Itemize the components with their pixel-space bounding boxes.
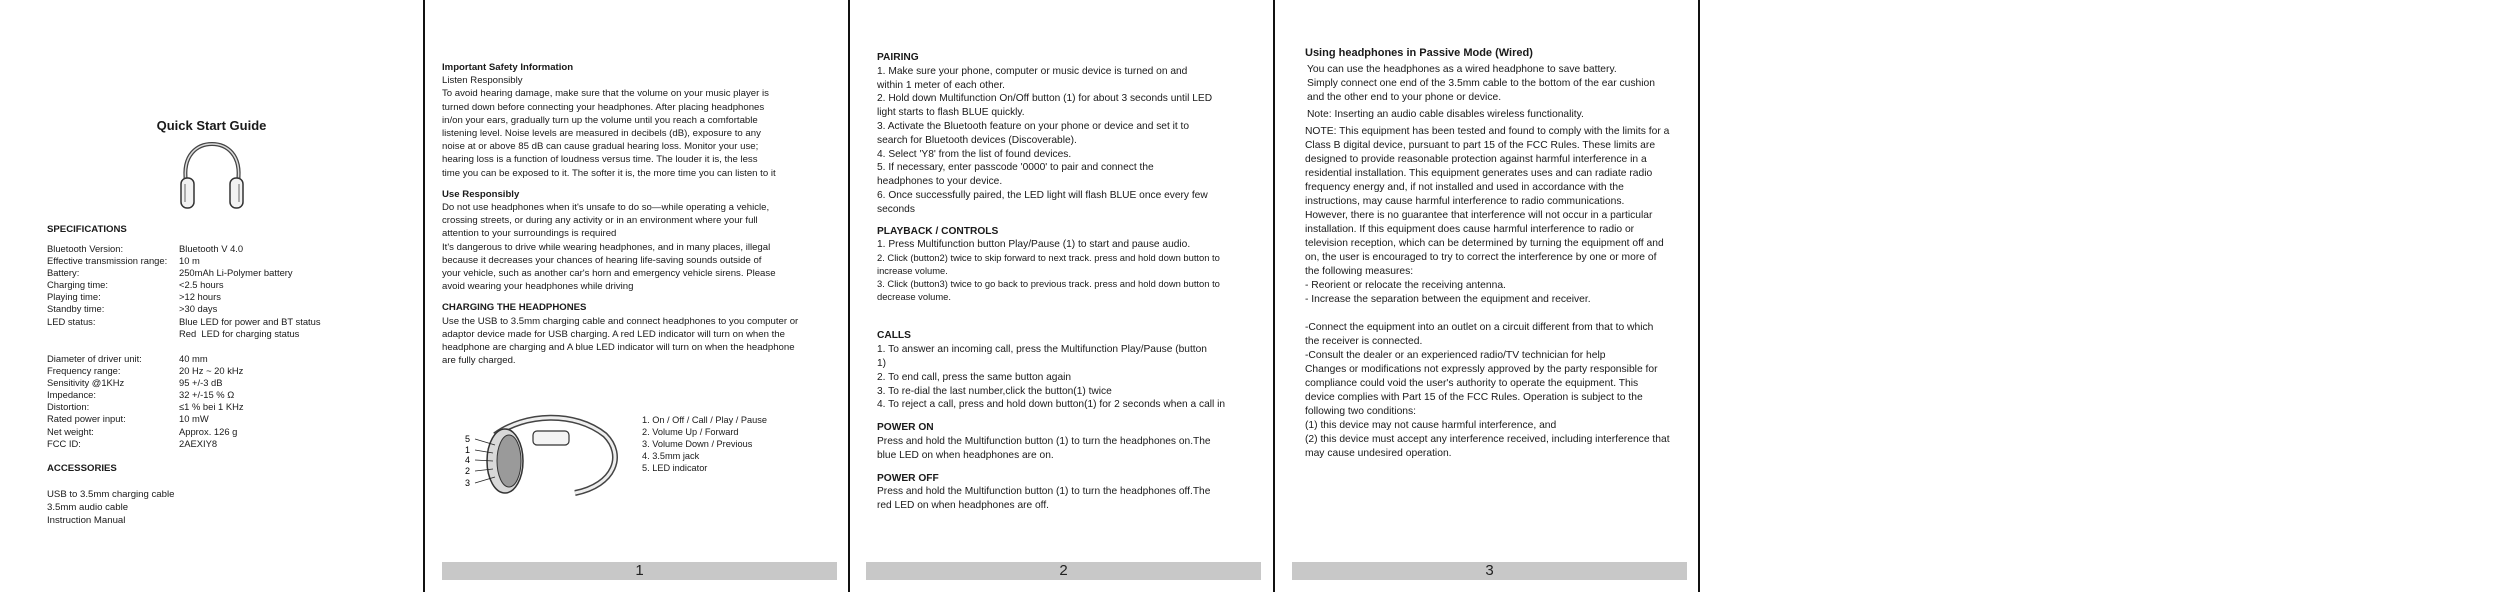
text-line: 4. Select 'Y8' from the list of found devices. (877, 148, 1072, 160)
cover-panel (0, 0, 423, 592)
spec-label: Impedance: (47, 389, 96, 401)
text-line: 2. To end call, press the same button again (877, 371, 1072, 383)
headphone-controls-diagram (455, 405, 635, 505)
controls-legend (642, 414, 767, 474)
spec-row (47, 255, 321, 267)
text-line: blue LED on when headphones are on. (877, 449, 1054, 461)
diagram-number: 4 (465, 455, 471, 465)
spec-row (47, 438, 244, 450)
text-line: It's dangerous to drive while wearing headphones, and in many places, illegal (442, 241, 771, 253)
spec-row (47, 291, 321, 303)
spec-value: 2AEXIY8 (179, 437, 218, 449)
text-line: seconds (877, 203, 915, 215)
text-line: following two conditions: (1305, 406, 1417, 417)
spec-value: 40 mm (179, 353, 208, 364)
text-line: designed to provide reasonable protection against harmful interference in a (1305, 154, 1647, 165)
text-line: 3. Activate the Bluetooth feature on your phone or device and set it to (877, 120, 1190, 132)
listen-heading: Listen Responsibly (442, 75, 523, 87)
spec-row (47, 243, 321, 255)
spec-value: 10 mW (179, 413, 209, 425)
specs-heading: SPECIFICATIONS (47, 224, 127, 235)
text-line: adaptor device made for USB charging. A red LED indicator will turn on when the (442, 328, 785, 340)
spec-row (47, 401, 244, 413)
text-line: time you can be exposed to it. The softer it is, the more time you can listen to it (442, 167, 776, 179)
legend-item: 2. Volume Up / Forward (642, 427, 739, 437)
playback-text (877, 238, 1267, 303)
text-line: red LED on when headphones are off. (877, 500, 1049, 512)
text-line: your vehicle, such as another car's horn and emergency vehicle sirens. Please (442, 268, 776, 280)
text-line: Class B digital device, pursuant to part 15 of the FCC Rules. These limits are (1305, 140, 1656, 151)
text-line: compliance could void the user's authority to operate the equipment. This (1305, 378, 1639, 389)
spec-label: Rated power input: (47, 413, 126, 425)
page-number-bar: 1 (442, 562, 837, 580)
spec-value: 20 Hz ~ 20 kHz (179, 365, 244, 377)
diagram-number: 2 (465, 466, 471, 476)
spec-row (47, 303, 321, 315)
text-line: Do not use headphones when it's unsafe to do so—while operating a vehicle, (442, 202, 770, 214)
legend-item: 1. On / Off / Call / Play / Pause (642, 415, 767, 425)
text-line: Use the USB to 3.5mm charging cable and connect headphones to you computer or (442, 315, 799, 327)
text-line: 6. Once successfully paired, the LED light will flash BLUE once every few (877, 189, 1208, 201)
spec-value: >12 hours (179, 291, 221, 303)
page-3-panel (1275, 0, 1698, 592)
text-line: search for Bluetooth devices (Discoverable). (877, 134, 1077, 146)
spec-row (47, 426, 244, 438)
text-line: instructions, may cause harmful interference to radio communications. (1305, 196, 1625, 207)
text-line: 1. To answer an incoming call, press the Multifunction Play/Pause (button (877, 344, 1207, 356)
use-heading: Use Responsibly (442, 188, 520, 200)
text-line: television reception, which can be determined by turning the equipment off and (1305, 238, 1664, 249)
passive-mode-heading: Using headphones in Passive Mode (Wired) (1305, 47, 1533, 59)
spec-row (47, 316, 321, 340)
diagram-number: 3 (465, 478, 471, 488)
text-line: on, the user is encouraged to try to correct the interference by one or more of (1305, 252, 1657, 263)
listen-text (442, 87, 837, 179)
text-line: (2) this device must accept any interference received, including interference that (1305, 434, 1670, 445)
accessory-item: Instruction Manual (47, 515, 126, 527)
spec-label: Net weight: (47, 425, 94, 437)
power-on-heading: POWER ON (877, 422, 934, 434)
power-on-text (877, 435, 1267, 463)
spec-value: 10 m (179, 255, 200, 267)
fcc-statement (1305, 125, 1695, 307)
spec-label: Charging time: (47, 279, 108, 291)
text-line: crossing streets, or during any activity or in an environment where your full (442, 215, 758, 227)
spec-label: Distortion: (47, 401, 90, 413)
spec-row (47, 365, 244, 377)
text-line: residential installation. This equipment generates uses and can radiate radio (1305, 168, 1653, 179)
spec-row (47, 377, 244, 389)
page-number-bar: 2 (866, 562, 1261, 580)
spec-label: Frequency range: (47, 365, 121, 377)
text-line: avoid wearing your headphones while driving (442, 281, 634, 293)
spec-label: Diameter of driver unit: (47, 353, 142, 364)
text-line: are fully charged. (442, 355, 516, 367)
diagram-number: 1 (465, 445, 471, 455)
text-line: within 1 meter of each other. (877, 79, 1005, 91)
spec-label: Playing time: (47, 291, 101, 303)
text-line: You can use the headphones as a wired headphone to save battery. (1307, 64, 1617, 75)
text-line: 5. If necessary, enter passcode '0000' to pair and connect the (877, 162, 1154, 174)
text-line: increase volume. (877, 265, 948, 277)
text-line: the following measures: (1305, 266, 1414, 277)
spec-label: FCC ID: (47, 437, 81, 449)
spec-value: ≤1 % bei 1 KHz (179, 401, 244, 413)
spec-value: >30 days (179, 303, 218, 315)
charging-heading: CHARGING THE HEADPHONES (442, 302, 587, 314)
accessory-item: 3.5mm audio cable (47, 502, 129, 514)
spec-label: Battery: (47, 267, 80, 279)
text-line: 3. To re-dial the last number,click the button(1) twice (877, 385, 1112, 397)
spec-label: Sensitivity @1KHz (47, 377, 125, 389)
text-line: - Increase the separation between the equipment and receiver. (1305, 294, 1591, 305)
text-line: device complies with Part 15 of the FCC Rules. Operation is subject to the (1305, 392, 1643, 403)
text-line: To avoid hearing damage, make sure that the volume on your music player is (442, 88, 769, 100)
spec-value: 95 +/-3 dB (179, 377, 223, 389)
page-1-panel (425, 0, 848, 592)
spec-row (47, 413, 244, 425)
spec-row (47, 353, 244, 365)
spec-row (47, 389, 244, 401)
diagram-number: 5 (465, 434, 471, 444)
page-number-bar: 3 (1292, 562, 1687, 580)
spec-label: LED status: (47, 315, 96, 327)
text-line: attention to your surroundings is required (442, 228, 617, 240)
blank-panel (1700, 0, 2499, 592)
spec-value: Blue LED for power and BT status Red LED for charging status (179, 315, 321, 339)
text-line: Press and hold the Multifunction button (1) to turn the headphones off.The (877, 486, 1211, 498)
text-line: 2. Click (button2) twice to skip forward to next track. press and hold down button to (877, 252, 1220, 264)
text-line: 3. Click (button3) twice to go back to previous track. press and hold down button to (877, 278, 1220, 290)
text-line: frequency energy and, if not installed and used in accordance with the (1305, 182, 1624, 193)
text-line: because it decreases your chances of hearing life-saving sounds outside of (442, 254, 762, 266)
accessories-list (47, 488, 174, 528)
text-line: 1. Press Multifunction button Play/Pause (1) to start and pause audio. (877, 239, 1191, 251)
text-line: - Reorient or relocate the receiving antenna. (1305, 280, 1506, 291)
specs-list (47, 243, 321, 340)
legend-item: 3. Volume Down / Previous (642, 439, 753, 449)
text-line: headphones to your device. (877, 176, 1003, 188)
text-line: 2. Hold down Multifunction On/Off button (1) for about 3 seconds until LED (877, 93, 1213, 105)
spec-value: 250mAh Li-Polymer battery (179, 267, 293, 279)
text-line: Simply connect one end of the 3.5mm cable to the bottom of the ear cushion (1307, 78, 1656, 89)
text-line: -Connect the equipment into an outlet on a circuit different from that to which (1305, 322, 1654, 333)
spec-row (47, 279, 321, 291)
headphones-illustration (178, 140, 246, 216)
legend-item: 5. LED indicator (642, 463, 708, 473)
cover-title: Quick Start Guide (156, 118, 267, 133)
text-line: may cause undesired operation. (1305, 448, 1452, 459)
power-off-heading: POWER OFF (877, 472, 939, 484)
spec-value: <2.5 hours (179, 279, 224, 291)
spec-label: Bluetooth Version: (47, 243, 124, 254)
power-off-text (877, 485, 1267, 513)
text-line: light starts to flash BLUE quickly. (877, 107, 1025, 119)
playback-heading: PLAYBACK / CONTROLS (877, 225, 999, 237)
charging-text (442, 315, 837, 368)
text-line: However, there is no guarantee that interference will not occur in a particular (1305, 210, 1653, 221)
calls-text (877, 343, 1267, 412)
spec-value: Approx. 126 g (179, 425, 238, 437)
legend-item: 4. 3.5mm jack (642, 451, 700, 461)
text-line: 1) (877, 357, 887, 369)
text-line: the receiver is connected. (1305, 336, 1423, 347)
text-line: decrease volume. (877, 291, 951, 303)
text-line: and the other end to your phone or device. (1307, 92, 1502, 103)
text-line: listening level. Noise levels are measured in decibels (dB), exposure to any (442, 128, 761, 140)
text-line: (1) this device may not cause harmful interference, and (1305, 420, 1557, 431)
fcc-statement-continued (1305, 321, 1695, 461)
passive-mode-text (1305, 63, 1695, 122)
spec-value: 32 +/-15 % Ω (179, 389, 235, 401)
specs-list (47, 353, 244, 450)
calls-heading: CALLS (877, 330, 911, 342)
accessories-heading: ACCESSORIES (47, 463, 117, 474)
spec-value: Bluetooth V 4.0 (179, 243, 244, 254)
text-line: 1. Make sure your phone, computer or music device is turned on and (877, 65, 1188, 77)
use-text (442, 201, 837, 293)
text-line: Note: Inserting an audio cable disables wireless functionality. (1307, 109, 1584, 120)
text-line: hearing loss is a function of loudness versus time. The louder it is, the less (442, 154, 758, 166)
text-line: installation. If this equipment does cause harmful interference to radio or (1305, 224, 1635, 235)
safety-heading: Important Safety Information (442, 62, 574, 73)
spec-label: Effective transmission range: (47, 255, 168, 267)
page-2-panel (850, 0, 1273, 592)
pairing-text (877, 65, 1267, 217)
text-line: turned down before connecting your headphones. After placing headphones (442, 101, 765, 113)
accessory-item: USB to 3.5mm charging cable (47, 489, 175, 500)
text-line: -Consult the dealer or an experienced radio/TV technician for help (1305, 350, 1606, 361)
text-line: Changes or modifications not expressly approved by the party responsible for (1305, 364, 1658, 375)
text-line: in/on your ears, gradually turn up the volume until you reach a comfortable (442, 114, 758, 126)
pairing-heading: PAIRING (877, 52, 919, 63)
text-line: Press and hold the Multifunction button (1) to turn the headphones on.The (877, 435, 1211, 447)
spec-label: Standby time: (47, 303, 105, 315)
text-line: headphone are charging and A blue LED indicator will turn on when the headphone (442, 342, 795, 354)
text-line: noise at or above 85 dB can cause gradual hearing loss. Monitor your use; (442, 141, 759, 153)
text-line: NOTE: This equipment has been tested and found to comply with the limits for a (1305, 126, 1670, 137)
text-line: 4. To reject a call, press and hold down button(1) for 2 seconds when a call in (877, 399, 1226, 411)
spec-row (47, 267, 321, 279)
